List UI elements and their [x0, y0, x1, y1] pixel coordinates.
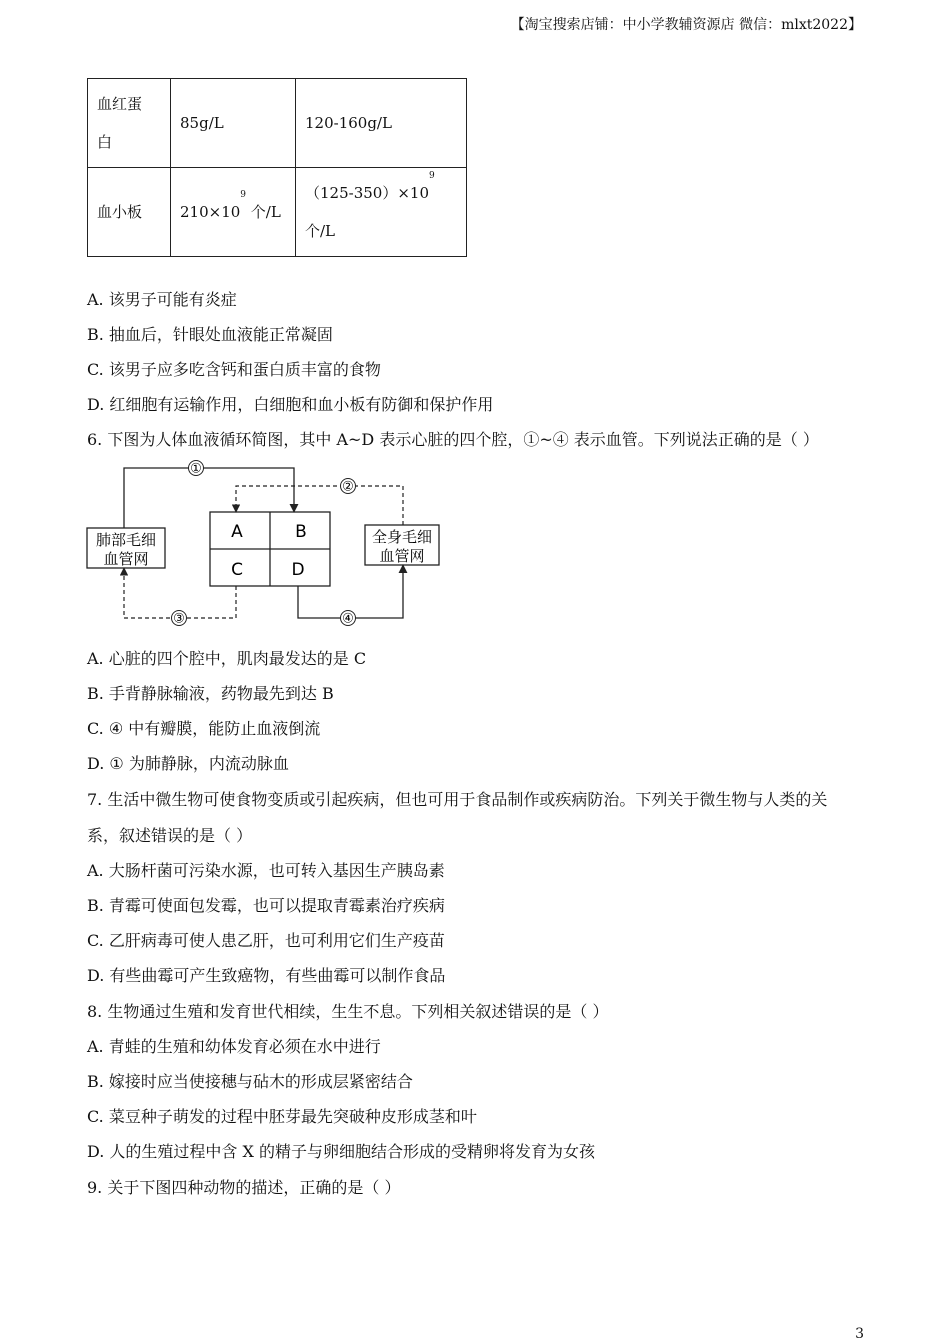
cell-text: 白: [97, 133, 113, 151]
chamber-a: A: [231, 522, 243, 542]
table-row: [88, 79, 467, 168]
vessel-2: [236, 486, 403, 525]
q7-option-b: B. 青霉可使面包发霉，也可以提取青霉素治疗疾病: [87, 896, 445, 915]
q8-option-c: C. 菜豆种子萌发的过程中胚芽最先突破种皮形成茎和叶: [87, 1107, 477, 1126]
q8-option-d: D. 人的生殖过程中含 X 的精子与卵细胞结合形成的受精卵将发育为女孩: [87, 1142, 595, 1161]
q8-stem: 8. 生物通过生殖和发育世代相续，生生不息。下列相关叙述错误的是（ ）: [87, 1002, 609, 1021]
table-row: [88, 168, 467, 257]
page-number: 3: [855, 1326, 864, 1342]
q7-stem-line2: 系，叙述错误的是（ ）: [87, 826, 253, 845]
table-cell-name: [88, 79, 171, 168]
chamber-d: D: [291, 560, 305, 580]
q7-option-c: C. 乙肝病毒可使人患乙肝，也可利用它们生产疫苗: [87, 931, 445, 950]
chamber-b: B: [295, 522, 307, 542]
cell-text: 个/L: [305, 222, 336, 240]
vessel-2-label: ②: [342, 479, 354, 495]
table-cell-normal: [296, 168, 467, 257]
q5-option-c: C. 该男子应多吃含钙和蛋白质丰富的食物: [87, 360, 381, 379]
page-header: 【淘宝搜索店铺：中小学教辅资源店 微信：mlxt2022】: [510, 17, 862, 33]
body-box-label-1: 全身毛细: [371, 528, 433, 546]
q6-option-d: D. ① 为肺静脉，内流动脉血: [87, 754, 289, 773]
q8-option-b: B. 嫁接时应当使接穗与砧木的形成层紧密结合: [87, 1072, 413, 1091]
exponent: 9: [429, 171, 435, 181]
table-cell-normal: 120-160g/L: [296, 79, 467, 168]
cell-text: 个/L: [246, 203, 281, 221]
q5-option-a: A. 该男子可能有炎症: [87, 290, 237, 309]
q8-option-a: A. 青蛙的生殖和幼体发育必须在水中进行: [87, 1037, 381, 1056]
q6-option-b: B. 手背静脉输液，药物最先到达 B: [87, 684, 334, 703]
table-cell-name: 血小板: [88, 168, 171, 257]
q7-option-a: A. 大肠杆菌可污染水源，也可转入基因生产胰岛素: [87, 861, 445, 880]
vessel-4-label: ④: [342, 611, 354, 627]
lung-box-label-1: 肺部毛细: [95, 531, 157, 549]
q5-option-b: B. 抽血后，针眼处血液能正常凝固: [87, 325, 333, 344]
q9-stem: 9. 关于下图四种动物的描述，正确的是（ ）: [87, 1178, 401, 1197]
vessel-1-label: ①: [190, 461, 202, 477]
vessel-3-label: ③: [173, 611, 185, 627]
body-box-label-2: 血管网: [379, 547, 425, 565]
q7-option-d: D. 有些曲霉可产生致癌物，有些曲霉可以制作食品: [87, 966, 446, 985]
cell-text: 血红蛋: [97, 95, 143, 113]
circulation-diagram: [86, 458, 446, 630]
q6-stem: 6. 下图为人体血液循环简图，其中 A~D 表示心脏的四个腔，①~④ 表示血管。下列说法正确的是（ ）: [87, 430, 819, 449]
cell-text: （125-350）×10: [305, 184, 429, 202]
cell-text: 210×10: [180, 203, 241, 221]
q6-option-a: A. 心脏的四个腔中，肌肉最发达的是 C: [87, 649, 367, 668]
vessel-1: [124, 468, 294, 528]
vessel-4: [298, 565, 403, 618]
table-cell-measured: 85g/L: [171, 79, 296, 168]
blood-test-table: [87, 78, 467, 257]
q5-option-d: D. 红细胞有运输作用，白细胞和血小板有防御和保护作用: [87, 395, 494, 414]
lung-box-label-2: 血管网: [103, 550, 149, 568]
q7-stem-line1: 7. 生活中微生物可使食物变质或引起疾病，但也可用于食品制作或疾病防治。下列关于微生物与人类的关: [87, 790, 828, 809]
exponent: 9: [240, 190, 247, 200]
q6-option-c: C. ④ 中有瓣膜，能防止血液倒流: [87, 719, 321, 738]
chamber-c: C: [231, 560, 243, 580]
table-cell-measured: [171, 168, 296, 257]
